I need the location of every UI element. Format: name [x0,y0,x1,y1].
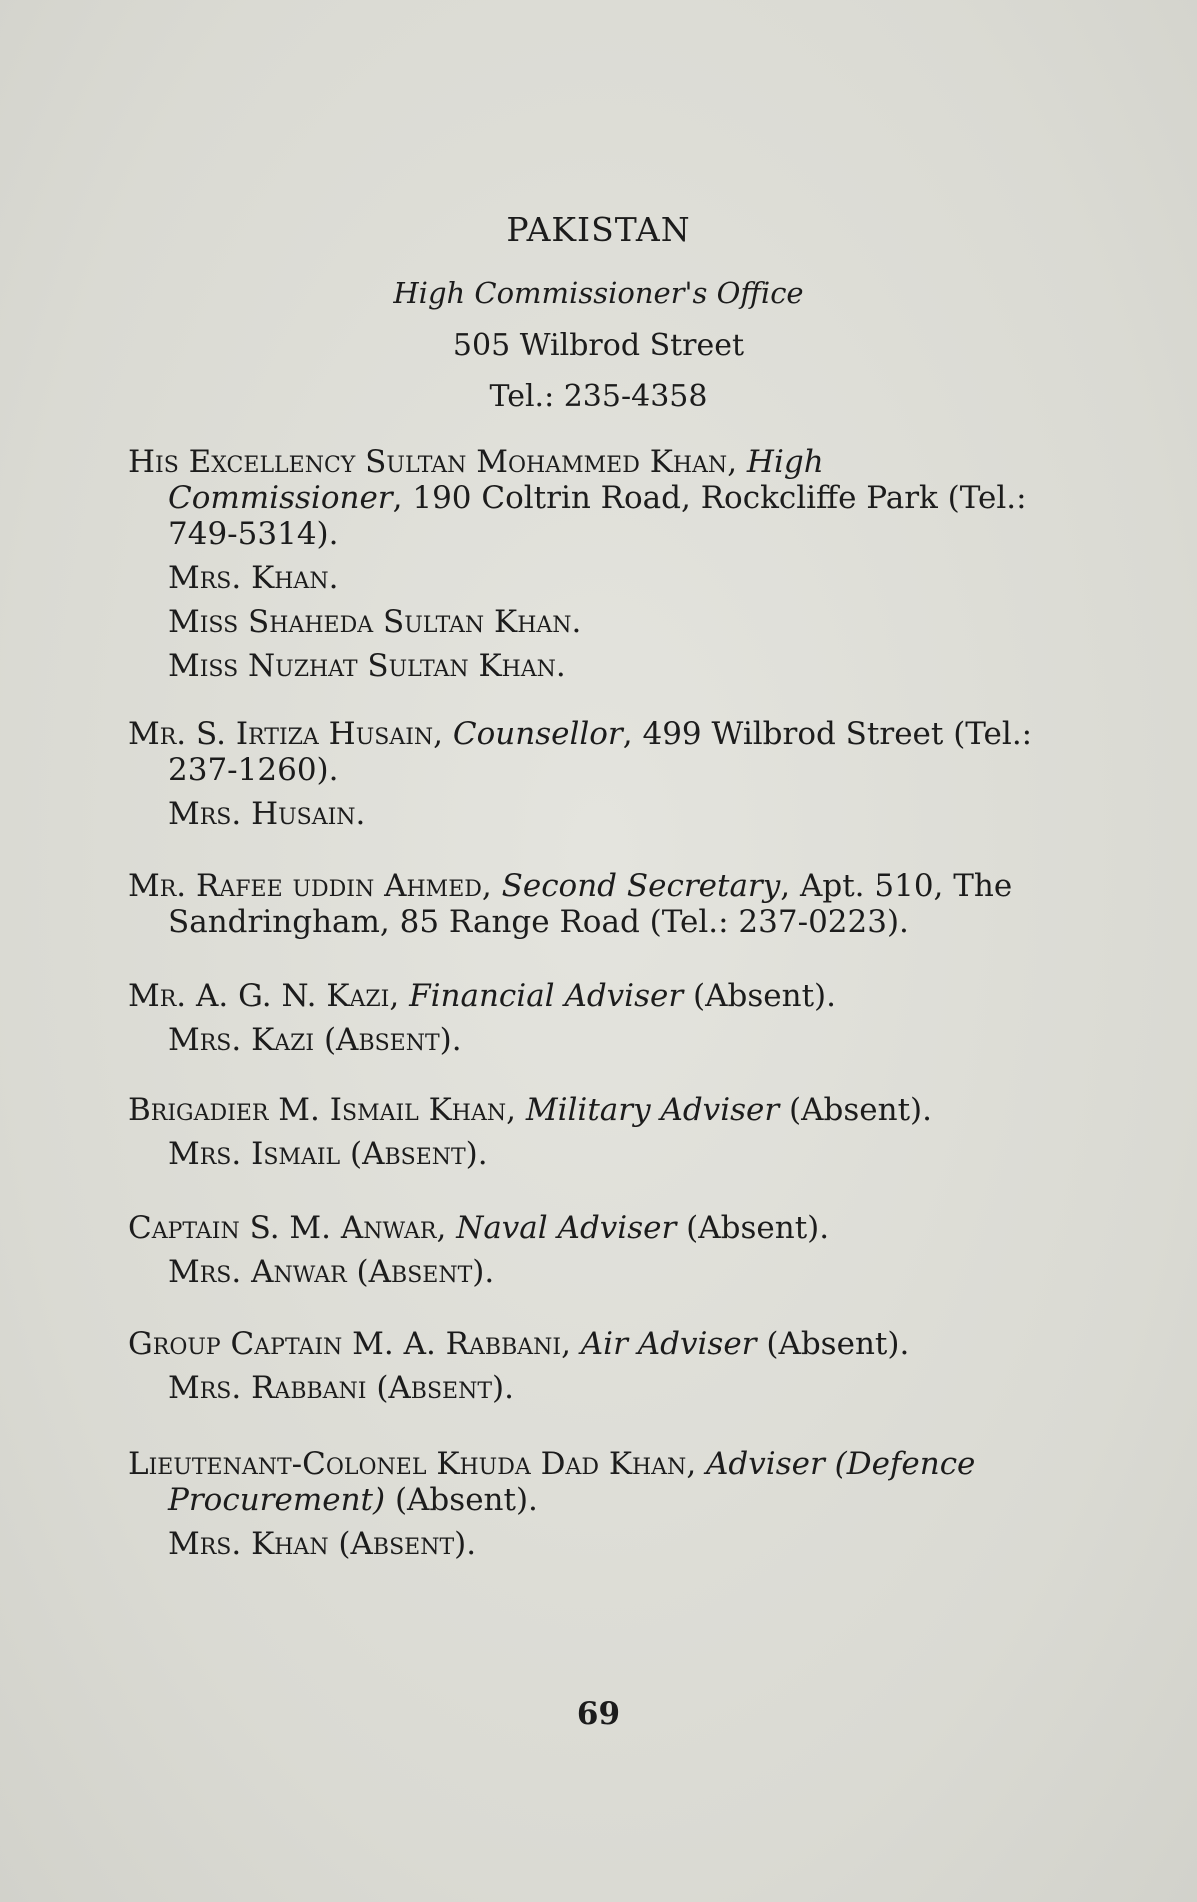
office-telephone: Tel.: 235-4358 [489,379,708,414]
entry-details: (Absent). [394,1482,538,1518]
entry-spouse: Mrs. Khan (Absent). [168,1526,477,1562]
entry-main-line: Lieutenant-Colonel Khuda Dad Khan, Adviser (Defence Procurement) (Absent). [128,1446,976,1518]
entry-details: (Absent). [789,1092,932,1128]
entry-main-line: His Excellency Sultan Mohammed Khan, High Commissioner, 190 Coltrin Road, Rockcliffe Park (Tel.: 749-5314). [128,444,1027,552]
entry-spouse: Mrs. Husain. [168,796,366,832]
entry-second-secretary [128,868,1048,940]
entry-title: Adviser (Defence Procurement) [168,1446,976,1518]
entry-spouse: Mrs. Ismail (Absent). [168,1136,488,1172]
entry-name: Mr. A. G. N. Kazi [128,978,390,1014]
entry-main-line: Mr. Rafee uddin Ahmed, Second Secretary, Apt. 510, The Sandringham, 85 Range Road (Tel.: 237-0223). [128,868,1013,940]
entry-details: 499 Wilbrod Street (Tel.: 237-1260). [168,716,1033,788]
country-heading: PAKISTAN [506,210,691,249]
entry-details: (Absent). [693,978,836,1014]
entry-title: Air Adviser [580,1326,757,1362]
page-number: 69 [576,1696,621,1732]
entry-main-line: Brigadier M. Ismail Khan, Military Adviser (Absent). [128,1092,932,1128]
entry-name: Mr. S. Irtiza Husain [128,716,434,752]
entry-details: 190 Coltrin Road, Rockcliffe Park (Tel.: 749-5314). [168,480,1027,552]
entry-title: Counsellor [452,716,623,752]
entry-spouse: Miss Shaheda Sultan Khan. [168,604,582,640]
entry-name: Group Captain M. A. Rabbani [128,1326,562,1362]
entry-name: Lieutenant-Colonel Khuda Dad Khan [128,1446,687,1482]
entry-air-adviser [128,1326,1048,1406]
entry-details: Apt. 510, The Sandringham, 85 Range Road (Tel.: 237-0223). [168,868,1013,940]
entry-spouse: Mrs. Khan. [168,560,339,596]
office-heading: High Commissioner's Office [393,276,804,310]
entry-title: Second Secretary [501,868,781,904]
entry-main-line: Mr. S. Irtiza Husain, Counsellor, 499 Wilbrod Street (Tel.: 237-1260). [128,716,1033,788]
entry-details: (Absent). [686,1210,830,1246]
entry-title: Financial Adviser [409,978,684,1014]
entry-spouse: Mrs. Rabbani (Absent). [168,1370,514,1406]
entry-procurement-adviser [128,1446,1048,1562]
entry-main-line: Group Captain M. A. Rabbani, Air Adviser (Absent). [128,1326,910,1362]
entry-counsellor [128,716,1048,832]
entry-high-commissioner [128,444,1048,684]
entry-main-line: Captain S. M. Anwar, Naval Adviser (Absent). [128,1210,830,1246]
entry-title: Military Adviser [525,1092,780,1128]
office-address: 505 Wilbrod Street [452,328,745,363]
entry-spouse: Miss Nuzhat Sultan Khan. [168,648,566,684]
entry-spouse: Mrs. Anwar (Absent). [168,1254,495,1290]
entry-name: His Excellency Sultan Mohammed Khan [128,444,728,480]
entry-name: Brigadier M. Ismail Khan [128,1092,507,1128]
entry-main-line: Mr. A. G. N. Kazi, Financial Adviser (Absent). [128,978,836,1014]
entry-name: Mr. Rafee uddin Ahmed [128,868,482,904]
entry-title: High Commissioner [168,444,824,516]
entry-title: Naval Adviser [456,1210,677,1246]
entry-name: Captain S. M. Anwar [128,1210,437,1246]
entry-naval-adviser [128,1210,1048,1290]
entry-financial-adviser [128,978,1048,1058]
entry-spouse: Mrs. Kazi (Absent). [168,1022,462,1058]
entry-military-adviser [128,1092,1048,1172]
entry-details: (Absent). [766,1326,910,1362]
